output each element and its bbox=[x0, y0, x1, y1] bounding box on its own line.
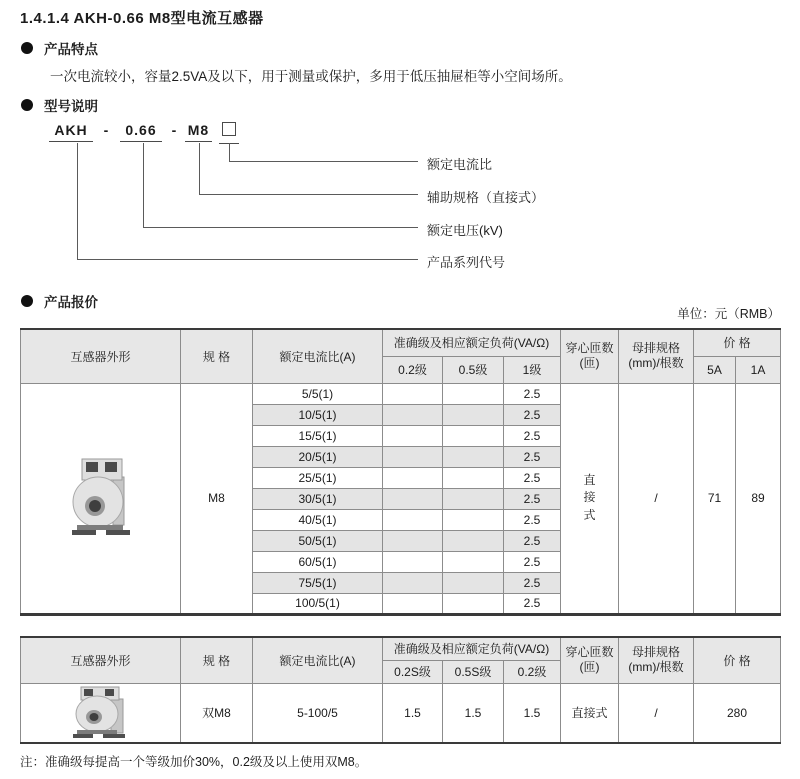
load-0-2-cell bbox=[383, 467, 443, 488]
ratio-cell: 60/5(1) bbox=[253, 551, 383, 572]
col-header-accuracy-group: 准确级及相应额定负荷(VA/Ω) bbox=[383, 329, 561, 356]
section-heading-features-label: 产品特点 bbox=[44, 42, 98, 57]
price-1a-cell: 89 bbox=[736, 383, 781, 614]
placeholder-box-icon bbox=[222, 122, 236, 136]
load-0-5-cell bbox=[443, 572, 504, 593]
load-1-cell: 2.5 bbox=[504, 383, 561, 404]
transformer-m8-image bbox=[21, 383, 181, 614]
feature-text: 一次电流较小，容量2.5VA及以下，用于测量或保护，多用于低压抽屉柜等小空间场所。 bbox=[50, 69, 572, 84]
load-1-cell: 2.5 bbox=[504, 404, 561, 425]
page-title: 1.4.1.4 AKH-0.66 M8型电流互感器 bbox=[20, 10, 264, 27]
pricing-table-main bbox=[20, 328, 781, 616]
section-heading-features bbox=[21, 38, 98, 58]
ratio-cell: 5/5(1) bbox=[253, 383, 383, 404]
busbar-cell: / bbox=[619, 383, 694, 614]
turns-cell-text: 直接式 bbox=[583, 472, 596, 522]
callout-line bbox=[77, 143, 78, 259]
load-0-5-cell bbox=[443, 530, 504, 551]
table-header-row bbox=[21, 329, 781, 356]
ratio-cell: 10/5(1) bbox=[253, 404, 383, 425]
load-0-2-cell bbox=[383, 383, 443, 404]
col-header-busbar-line1: 母排规格 bbox=[632, 645, 681, 660]
callout-line bbox=[199, 194, 418, 195]
col-header-turns bbox=[561, 637, 619, 683]
load-1-cell: 2.5 bbox=[504, 446, 561, 467]
load-1-cell: 2.5 bbox=[504, 530, 561, 551]
table-row bbox=[21, 683, 781, 743]
model-placeholder-wrap bbox=[219, 122, 239, 144]
col-header-busbar bbox=[619, 637, 694, 683]
col-header-spec: 规 格 bbox=[181, 329, 253, 383]
ratio-cell: 50/5(1) bbox=[253, 530, 383, 551]
load-0-5-cell bbox=[443, 383, 504, 404]
col-header-busbar-line2: (mm)/根数 bbox=[628, 660, 684, 675]
model-code-voltage: 0.66 bbox=[120, 122, 162, 142]
load-0-5-cell bbox=[443, 551, 504, 572]
load-1-cell: 2.5 bbox=[504, 509, 561, 530]
col-header-price-5a: 5A bbox=[694, 356, 736, 383]
col-header-appearance: 互感器外形 bbox=[21, 329, 181, 383]
callout-line bbox=[143, 227, 418, 228]
load-1-cell: 2.5 bbox=[504, 467, 561, 488]
load-0-2-cell bbox=[383, 551, 443, 572]
load-0-5s-cell: 1.5 bbox=[443, 683, 504, 743]
load-0-2-cell bbox=[383, 509, 443, 530]
load-0-2-cell bbox=[383, 488, 443, 509]
ratio-cell: 25/5(1) bbox=[253, 467, 383, 488]
table-row bbox=[21, 383, 781, 404]
unit-label: 单位：元（RMB） bbox=[677, 307, 780, 321]
col-header-ratio: 额定电流比(A) bbox=[253, 637, 383, 683]
col-header-acc-0-5: 0.5级 bbox=[443, 356, 504, 383]
col-header-acc-0-2s: 0.2S级 bbox=[383, 660, 443, 683]
col-header-turns-line1: 穿心匝数 bbox=[565, 645, 614, 660]
pricing-table-dual bbox=[20, 636, 781, 744]
callout-line bbox=[229, 161, 418, 162]
col-header-ratio: 额定电流比(A) bbox=[253, 329, 383, 383]
col-header-busbar-line1: 母排规格 bbox=[632, 341, 681, 356]
section-heading-pricing-label: 产品报价 bbox=[44, 295, 98, 310]
col-header-spec: 规 格 bbox=[181, 637, 253, 683]
col-header-acc-0-2: 0.2级 bbox=[504, 660, 561, 683]
ratio-cell: 100/5(1) bbox=[253, 593, 383, 614]
callout-line bbox=[143, 143, 144, 227]
ratio-cell: 5-100/5 bbox=[253, 683, 383, 743]
bullet-icon bbox=[21, 295, 33, 307]
callout-line bbox=[229, 143, 230, 161]
col-header-turns-line2: (匝) bbox=[579, 660, 600, 675]
footnote: 注：准确级每提高一个等级加价30%，0.2级及以上使用双M8。 bbox=[20, 755, 368, 769]
load-0-2-cell: 1.5 bbox=[504, 683, 561, 743]
load-0-2-cell bbox=[383, 593, 443, 614]
col-header-price-1a: 1A bbox=[736, 356, 781, 383]
col-header-turns bbox=[561, 329, 619, 383]
section-heading-model-label: 型号说明 bbox=[44, 99, 98, 114]
bullet-icon bbox=[21, 99, 33, 111]
ratio-cell: 30/5(1) bbox=[253, 488, 383, 509]
col-header-price: 价 格 bbox=[694, 637, 781, 683]
load-0-2-cell bbox=[383, 446, 443, 467]
model-code-series: AKH bbox=[49, 122, 93, 142]
callout-label-aux: 辅助规格（直接式） bbox=[427, 190, 545, 205]
load-0-5-cell bbox=[443, 446, 504, 467]
col-header-acc-1: 1级 bbox=[504, 356, 561, 383]
ratio-cell: 40/5(1) bbox=[253, 509, 383, 530]
spec-cell: M8 bbox=[181, 383, 253, 614]
load-0-5-cell bbox=[443, 425, 504, 446]
spec-cell: 双M8 bbox=[181, 683, 253, 743]
callout-line bbox=[199, 143, 200, 194]
col-header-accuracy-group: 准确级及相应额定负荷(VA/Ω) bbox=[383, 637, 561, 660]
col-header-acc-0-5s: 0.5S级 bbox=[443, 660, 504, 683]
col-header-price-group: 价 格 bbox=[694, 329, 781, 356]
callout-label-ratio: 额定电流比 bbox=[427, 157, 493, 172]
load-0-2-cell bbox=[383, 530, 443, 551]
load-1-cell: 2.5 bbox=[504, 572, 561, 593]
price-cell: 280 bbox=[694, 683, 781, 743]
bullet-icon bbox=[21, 42, 33, 54]
transformer-dual-m8-image bbox=[21, 683, 181, 743]
section-heading-pricing bbox=[21, 291, 98, 311]
col-header-appearance: 互感器外形 bbox=[21, 637, 181, 683]
load-0-2s-cell: 1.5 bbox=[383, 683, 443, 743]
callout-label-voltage: 额定电压(kV) bbox=[427, 223, 503, 238]
turns-cell bbox=[561, 383, 619, 614]
load-1-cell: 2.5 bbox=[504, 488, 561, 509]
price-5a-cell: 71 bbox=[694, 383, 736, 614]
model-code-separator: - bbox=[171, 122, 177, 138]
load-1-cell: 2.5 bbox=[504, 551, 561, 572]
load-0-2-cell bbox=[383, 572, 443, 593]
turns-cell: 直接式 bbox=[561, 683, 619, 743]
callout-label-series: 产品系列代号 bbox=[427, 255, 506, 270]
col-header-busbar-line2: (mm)/根数 bbox=[628, 356, 684, 371]
load-0-2-cell bbox=[383, 425, 443, 446]
load-0-5-cell bbox=[443, 593, 504, 614]
load-0-5-cell bbox=[443, 404, 504, 425]
section-heading-model bbox=[21, 95, 98, 115]
ratio-cell: 20/5(1) bbox=[253, 446, 383, 467]
table-header-row bbox=[21, 637, 781, 660]
col-header-busbar bbox=[619, 329, 694, 383]
ratio-cell: 15/5(1) bbox=[253, 425, 383, 446]
load-0-5-cell bbox=[443, 509, 504, 530]
callout-line bbox=[77, 259, 418, 260]
load-1-cell: 2.5 bbox=[504, 425, 561, 446]
col-header-turns-line2: (匝) bbox=[579, 356, 600, 371]
model-code-aux: M8 bbox=[185, 122, 212, 142]
load-1-cell: 2.5 bbox=[504, 593, 561, 614]
ratio-cell: 75/5(1) bbox=[253, 572, 383, 593]
load-0-2-cell bbox=[383, 404, 443, 425]
load-0-5-cell bbox=[443, 488, 504, 509]
load-0-5-cell bbox=[443, 467, 504, 488]
col-header-acc-0-2: 0.2级 bbox=[383, 356, 443, 383]
col-header-turns-line1: 穿心匝数 bbox=[565, 341, 614, 356]
model-code-separator: - bbox=[103, 122, 109, 138]
busbar-cell: / bbox=[619, 683, 694, 743]
